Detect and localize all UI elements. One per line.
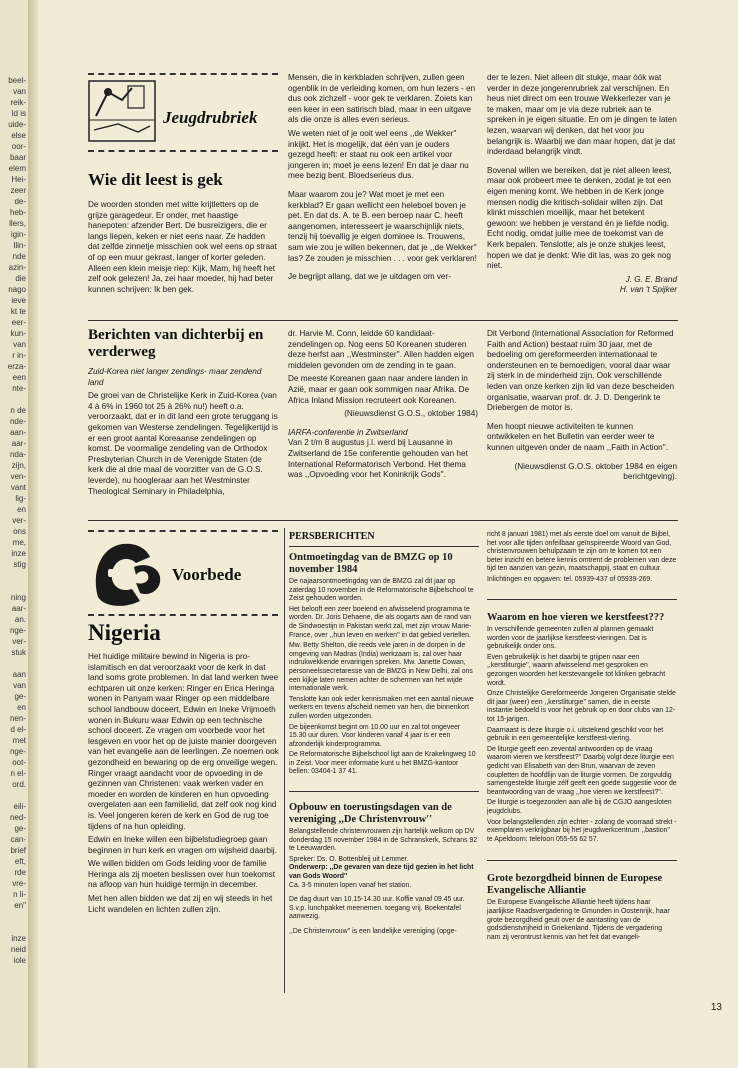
previous-page-fragment: aan- (9, 428, 26, 437)
pers-text: De Europese Evangelische Alliantie heeft tijdens haar jaarlijkse Raadsvergadering te Gmunden in Oostenrijk, haar grote bezorgdheid geuit over de aantasting van de godsdienstvrijheid in Griekenland. Tijdens de vergadering nam zij verontrust kennis van het feit dat evangeli- (487, 899, 670, 941)
pers-text: De liturgie geeft een zevental antwoorden op de vraag waarom vieren we kerstfeest?'' Daarbij volgt deze liturgie een gedicht van Elisabeth van den Brun, waarvan de zeven coupletten de hoofdlijn van de liturgie vormen. De zorgvuldig samengestelde liturgie zélf geeft een goede suggestie voor de beantwoording van de vraag ,,hoe vieren we kerstfeest?''. (487, 745, 677, 796)
pers-header: PERSBERICHTEN (289, 531, 375, 542)
jeugd-col3 (487, 73, 677, 299)
previous-page-fragment: stuk (11, 648, 26, 657)
voorbede-text: Met hen allen bidden we dat zij en wij steeds in het Licht wandelen en lichten zullen zijn. (88, 894, 273, 914)
pers-text: Tenslotte kan ook ieder kennismaken met een aantal nieuwe werkers en tevens afscheid nemen van hen, die binnenkort zullen worden uitgezonden. (289, 695, 474, 720)
pers-text: Onderwerp: ,,De gevaren van deze tijd gezien in het licht van Gods Woord'' (289, 864, 474, 881)
pers-text: Inlichtingen en opgaven: tel. 05939-437 of 05939-269. (487, 575, 653, 583)
pers-rule (487, 860, 677, 861)
pers-text: Belangstellende christenvrouwen zijn hartelijk welkom op DV donderdag 15 november 1984 in de Schranskerk, Schrans 92 te Leeuwarden. (289, 828, 478, 853)
pers-heading: Waarom en hoe vieren we kerstfeest??? (487, 611, 665, 623)
jeugd-text: De woorden stonden met witte krijtletters op de grijze garagedeur. Er onder, met haastige hanepoten: afzender Bert. De busreizigers, die er langs liepen, keken er niet eens naar. Ze hadden dat zelfde zinnetje misschien ook wel eens op straat of op een muur gekrast, langer of korter geleden. Alleen een klein meisje riep: Kijk, Mam, hij heeft het zelf ook gelezen! Ja, zei haar moeder, hij had beter kunnen schrijven: Ik ben gek. (88, 200, 277, 294)
previous-page-fragment: nen- (9, 714, 26, 723)
previous-page-fragment: die (15, 274, 26, 283)
jeugd-header: Jeugdrubriek (163, 108, 258, 127)
previous-page-fragment: aan (12, 670, 26, 679)
berichten-subhead: Zuid-Korea niet langer zendings- maar zendend land (88, 367, 262, 387)
pers-text: Het belooft een zeer boeiend en afwisselend programma te worden. Dr. Joris Dehaene, die als oogarts aan de rand van de Sindwoestijn in Pakistan werkt zal, met zijn vrouw Marie-France, over ,,hun leven en werken'' in dat gebied vertellen. (289, 605, 472, 639)
signature-1: J. G. E. Brand (625, 274, 677, 284)
previous-page-fragment: nge- (9, 747, 26, 756)
pers-col2 (487, 531, 677, 944)
previous-page-fragment: oot- (12, 758, 26, 767)
previous-page-fragment: lig- (15, 494, 26, 503)
previous-page-fragment: stig (13, 560, 26, 569)
previous-page-fragment: met (12, 736, 26, 745)
berichten-col2 (288, 329, 478, 484)
previous-page-fragment: n li- (13, 890, 26, 899)
previous-page-fragment: aar- (11, 439, 26, 448)
jeugd-title: Wie dit leest is gek (88, 170, 223, 189)
voorbede-col (88, 652, 280, 918)
previous-page-fragment: neid (10, 945, 26, 954)
voorbede-text: We willen bidden om Gods leiding voor de familie Heringa als zij moeten beslissen over hun toekomst na afloop van hun huidige termijn in december. (88, 859, 276, 890)
previous-page-fragment: d el- (10, 725, 26, 734)
previous-page-fragment: de- (14, 197, 26, 206)
previous-page-fragment: ven- (10, 472, 26, 481)
pers-text: De Reformatorische Bijbelschool ligt aan de Krakelingweg 10 in Zeist. Voor meer informatie kunt u het BMZG-kantoor bellen: 03404-1 37 41. (289, 751, 476, 776)
jeugd-text: Maar waarom zou je? Wat moet je met een kerkblad? Er gaan wellicht een heleboel boven je pet. En dat ds. A. te B. een beroep naar C. heeft aangenomen, interesseert je waarschijnlijk niets, tenzij hij toevallig je eigen dominee is. Trouwens, sam wie zou je willen bekennen, dat je ,,de Wekker'' las? Ze zouden je misschien . . . voor gek verklaren! (288, 189, 477, 263)
previous-page-fragment: ning (10, 593, 26, 602)
berichten-text: Men hoopt nieuwe activiteiten te kunnen ontwikkelen en het Bulletin van eerder weer te kunnen uitgeven onder de naam ,,Faith in Action''. (487, 421, 669, 452)
previous-page-fragment: en" (14, 901, 26, 910)
berichten-text: De groei van de Christelijke Kerk in Zuid-Korea (van 4 à 6% in 1960 tot 25 à 26% nu!) heeft o.a. veroorzaakt, dat er in dit land een grote teruggang is gekomen van Westerse zendelingen. Tegelijkertijd is er een groot aantal Koreaanse zendelingen op komst. De voormalige zendeling van de Orthodox Presbyterian Church in de Verenigde Staten (de kerk die al drie maal de voorzitter van de G.O.S. leverde), nu hoogleraar aan het Westminster Theological Seminary in Philadelphia, (88, 391, 278, 496)
section-divider (88, 320, 678, 321)
jeugd-text: We weten niet of je ooit wel eens ,,de Wekker'' inkijkt. Het is mogelijk, dat één van je ouders gezegd heeft: er staat nu ook een artikel voor jongeren in; moet je eens lezen! En dat je daar nu mee bezig bent. Bloedserieus dus. (288, 128, 469, 181)
previous-page-fragment: oor- (11, 142, 26, 151)
page-number: 13 (710, 1002, 722, 1013)
pers-text: Spreker: Ds. O. Bottenbleij uit Lemmer. (289, 855, 409, 863)
pers-rule (487, 599, 677, 600)
previous-page-fragment: erza- (7, 362, 26, 371)
header-dash-bottom (88, 150, 278, 152)
previous-page-fragment: vant (10, 483, 26, 492)
previous-page-fragment: zijn, (11, 461, 26, 470)
previous-page-fragment: en (17, 703, 26, 712)
pers-text: richt 8 januari 1981) met als eerste doel om vanuit de Bijbel, het voor alle tijden onfeilbaar geïnspireerde Woord van God, christenvrouwen behulpzaam te zijn om te komen tot een beter inzicht en betere kennis omtrent de problemen van deze tijd ten aanzien van gezin, maatschappij, staat en cultuur. (487, 531, 677, 573)
voorbede-dash-top (88, 530, 278, 532)
praying-hands-icon (88, 537, 168, 609)
previous-page-fragment: aar- (11, 604, 26, 613)
previous-page-fragment: ver- (12, 516, 26, 525)
berichten-text: Van 2 t/m 8 augustus j.l. werd bij Lausanne in Zwitserland de 15e conferentie gehouden van het International Reformatorisch Verbond. Het thema was ,,Opvoeding voor het Koninkrijk Gods''. (288, 438, 468, 480)
previous-page-fragment: nge- (9, 626, 26, 635)
pers-text: Ca. 3-5 minuten lopen vanaf het station. (289, 881, 412, 889)
previous-page-fragment: can- (10, 835, 26, 844)
previous-page-fragment: eili- (13, 802, 26, 811)
previous-page-fragment: en (17, 505, 26, 514)
pers-text: De liturgie is toegezonden aan alle bij de CGJO aangesloten jeugdclubs. (487, 799, 672, 815)
previous-page-fragment: else (11, 131, 26, 140)
previous-page-fragment: inze (11, 934, 26, 943)
previous-page-fragment: ld is (11, 109, 26, 118)
previous-page-fragment: eer- (11, 318, 26, 327)
previous-page-fragment: brief (10, 846, 26, 855)
pers-heading: Grote bezorgdheid binnen de Europese Evangelische Alliantie (487, 873, 663, 896)
voorbede-text: Het huidige militaire bewind in Nigeria is pro-islamitisch en dat veroorzaakt voor de kerk in dat land soms grote problemen. In dat land werken twee echtparen uit onze kerken: Ringer en Erica Heringa wonen in Panyam waar Ringer op een middelbare school landbouw doceert, Edwin en Ineke Vrijmoeth wonen in Bukuru waar Edwin op een technische school doceert. Ze vragen om voorbede voor het lesgeven en voor het op de juiste manier doorgeven van het evangelie aan de leerlingen. Ze noemen ook gezondheid en bewaring op de erg onveilige wegen. Ringer vraagt aandacht voor de opvoeding in de gezinnen van Christenen: vaak werken vader en moeder en worden de kinderen en hun opvoeding overgelaten aan een familielid, dat zelf ook nog kind is. Veel jongeren keren de kerk en God de rug toe tijdens of na hun opleiding. (88, 652, 279, 831)
previous-page-fragment: llers, (9, 219, 26, 228)
previous-page-fragment: llin- (13, 241, 26, 250)
previous-page-fragment: kt te (10, 307, 26, 316)
pers-text: In verschillende gemeenten zullen al plannen gemaakt worden voor de jaarlijkse kerstfeest-vieringen. Dat is gebruikelijk onder ons. (487, 626, 654, 651)
pers-text: Daarnaast is deze liturgie o.i. uitstekend geschikt voor het gebruik in een gemeentelijke kerstfeest-viering. (487, 726, 664, 743)
column-divider (284, 528, 285, 993)
berichten-col1 (88, 367, 278, 500)
previous-page-fragment: een (12, 373, 26, 382)
previous-page-fragment: ned- (9, 813, 26, 822)
header-dash-top (88, 73, 278, 75)
berichten-col3 (487, 329, 677, 486)
jeugd-col1 (88, 200, 278, 298)
previous-page-edge (0, 0, 29, 1068)
previous-page-fragment: nde- (9, 417, 26, 426)
berichten-source: (Nieuwsdienst G.O.S., oktober 1984) (344, 409, 478, 419)
section-divider (88, 520, 678, 521)
previous-page-fragment: n de (10, 406, 26, 415)
signature-2: H. van 't Spijker (619, 285, 677, 295)
previous-page-fragment: kun- (10, 329, 26, 338)
previous-page-fragment: n el- (10, 769, 26, 778)
previous-page-fragment: ge- (14, 692, 26, 701)
pers-text: De najaarsontmoetingdag van de BMZG zal dit jaar op zaterdag 10 november in de Reformatorische Bijbelschool te Zeist gehouden worden. (289, 578, 474, 603)
jeugd-header-icon (88, 80, 156, 142)
previous-page-fragment: vre- (12, 879, 26, 888)
berichten-text: De meeste Koreanen gaan naar andere landen in Azië, maar er gaan ook sommigen naar Afrika. De Africa Inland Mission recruteert ook Koreanen. (288, 374, 470, 405)
previous-page-fragment: nda- (9, 450, 26, 459)
previous-page-fragment: ieve (11, 296, 26, 305)
previous-page-fragment: van (13, 340, 26, 349)
jeugd-text: Mensen, die in kerkbladen schrijven, zullen geen ogenblik in de verleiding komen, om hun lezers - en dus ook zichzelf - voor gek te verklaren. Zoiets kan een keer in een satirisch blad, maar in een uitgave als die onze is alles even serieus. (288, 73, 476, 125)
previous-page-fragment: elem (8, 164, 26, 173)
previous-page-fragment: rde (14, 868, 26, 877)
pers-text: De bijeenkomst begint om 10.00 uur en zal tot ongeveer 15.30 uur duren. Voor kinderen vanaf 4 jaar is er een afzonderlijk kinderprogramma. (289, 723, 461, 748)
previous-page-fragment: zeer (10, 186, 26, 195)
pers-heading: Ontmoetingdag van de BMZG op 10 november 1984 (289, 552, 453, 575)
previous-page-fragment: ge- (14, 824, 26, 833)
jeugd-text: Bovenal willen we bereiken, dat je niet alleen leest, maar ook probeert mee te denken, zodat je tot een eigen mening komt. We hebben in de Kerk jonge mensen nodig die kritisch-solidair willen zijn. Dat klinkt misschien moeilijk, maar het betekent gewoon: we hebben je verstand én je liefde nodig. Echt nodig, omdat jullie mee de toekomst van de Kerk bepalen. Tenslotte; als je onze stukjes leest, hopen we dat je denkt: Wie dit las, was zo gek nog niet. (487, 165, 672, 271)
pers-text: ,,De Christenvrouw'' is een landelijke vereniging (opge- (289, 928, 457, 935)
previous-page-fragment: iole (13, 956, 26, 965)
jeugd-col2 (288, 73, 478, 286)
pers-text: Even gebruikelijk is het daarbij te grijpen naar een ,,kerstliturgie'', waarin afwisselend met gesproken en gezongen woorden het kerstevangelie tot klinken gebracht wordt. (487, 653, 666, 687)
pers-text: Mw. Betty Shelton, die reeds vele jaren in de dorpen in de omgeving van Madras (India) werkzaam is, zal over haar indrukwekkende ervaringen spreken. Mw. Janette Cowan, personeelssecretaresse van de BMZG in New Delhi, zal ons een kijkje laten nemen achter de schermen van het wijde internationale werk. (289, 642, 473, 693)
previous-page-fragment: r in- (12, 351, 26, 360)
previous-page-fragment: nde (12, 252, 26, 261)
previous-page-fragment: ord. (12, 780, 26, 789)
previous-page-fragment: baar (9, 153, 26, 162)
voorbede-title: Nigeria (88, 620, 161, 645)
pers-text: Voor belangstellenden zijn echter - zolang de voorraad strekt - exemplaren verkrijgbaar bij het jeugdwerkcentrum ,,bastion'' te Apeldoorn: telefoon 055-55 62 57. (487, 818, 677, 843)
voorbede-text: Edwin en Ineke willen een bijbelstudiegroep gaan beginnen in hun kerk en vragen om wijsheid daarbij. (88, 835, 277, 855)
previous-page-fragment: nago (8, 285, 26, 294)
pers-col1 (289, 552, 479, 939)
previous-page-fragment: eft, (14, 857, 26, 866)
previous-page-fragment: inze (11, 549, 26, 558)
berichten-source: (Nieuwsdienst G.O.S. oktober 1984 en eigen berichtgeving). (514, 461, 677, 482)
berichten-text: dr. Harvie M. Conn, leidde 60 kandidaat-zendelingen op. Nog eens 50 Koreanen studeren deze herfst aan ,,Westminster''. Allen hadden eigen middelen gevonden om de zending in te gaan. (288, 329, 474, 370)
previous-page-fragment: ons (13, 527, 26, 536)
previous-page-fragment: me, (12, 538, 26, 547)
jeugd-text: Je begrijpt allang, dat we je uitdagen om ver- (288, 272, 451, 282)
previous-page-fragment: uide- (8, 120, 26, 129)
previous-page-fragment: heb- (9, 208, 26, 217)
pers-text: De dag duurt van 10.15-14.30 uur. Koffie vanaf 09.45 uur. S.v.p. lunchpakket meenemen. toegang vrij. Boekentafel aanwezig. (289, 896, 465, 921)
previous-page-fragment: beel- (8, 76, 26, 85)
voorbede-header: Voorbede (172, 565, 242, 584)
previous-page-fragment: igin- (10, 230, 26, 239)
previous-page-fragment: an. (14, 615, 26, 624)
jeugd-text: der te lezen. Niet alleen dit stukje, maar óók wat verder in deze jongerenrubriek zal verschijnen. En heus niet direct om een trouwe Wekkerlezer van je te maken, maar om je via deze rubriek aan te spreken in je eigen situatie. En om je dingen te laten lezen, waarvan wij denken, dat het voor jou belangrijk is. Waarbij we dan maar hopen, dat je dat inderdaad belangrijk vindt. (487, 73, 677, 157)
berichten-text: Dit Verbond (International Association for Reformed Faith and Action) bestaat ruim 30 jaar, met de bedoeling om gereformeerden internationaal te ondersteunen en te bemoedigen, vooral daar waar zij sterk in de minderheid zijn. Ook verschillende leden van onze kerken zijn lid van deze bescheiden organisatie, waarvan prof. dr. J. D. Dengerink te Driebergen de motor is. (487, 329, 675, 413)
previous-page-fragment: van (13, 681, 26, 690)
voorbede-dash-bottom (88, 614, 278, 616)
pers-heading: Opbouw en toerustingsdagen van de vereniging ,,De Christenvrouw'' (289, 802, 452, 825)
previous-page-fragment: Hei- (11, 175, 26, 184)
previous-page-fragment: azin- (8, 263, 26, 272)
previous-page-fragment: van (13, 87, 26, 96)
berichten-subhead: IARFA-conferentie in Zwitserland (288, 427, 408, 437)
pers-header-rule (289, 546, 479, 547)
previous-page-fragment: nte- (12, 384, 26, 393)
previous-page-fragment: ver- (12, 637, 26, 646)
pers-text: Onze Christelijke Gereformeerde Jongeren Organisatie stelde dit jaar (weer) een ,,kerstliturgie'' samen, die in eerste instantie bedoeld is voor het gebruik op en door clubs van 12- tot 15-jarigen. (487, 690, 676, 723)
page-spine (28, 0, 38, 1068)
previous-page-fragment: reik- (10, 98, 26, 107)
berichten-title: Berichten van dichterbij en verderweg (88, 327, 264, 360)
pers-rule (289, 791, 479, 792)
